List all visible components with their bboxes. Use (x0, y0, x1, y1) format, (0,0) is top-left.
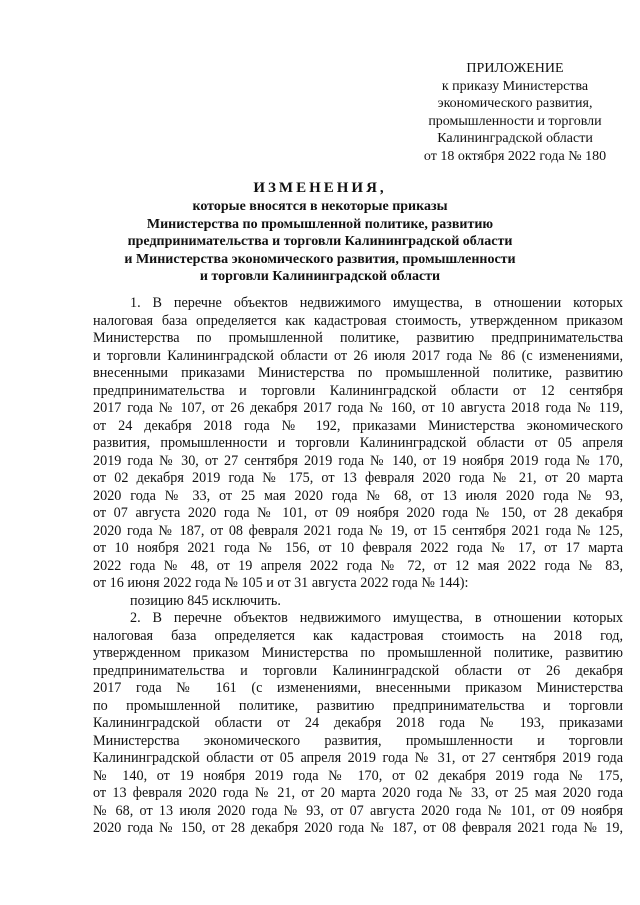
title-sub-line: и торговли Калининградской области (199, 269, 441, 284)
body-line: Министерства экономического развития, промышленности и торговли (93, 732, 623, 749)
appendix-line: Калининградской области (437, 131, 593, 146)
body-line: 2022 года № 48, от 19 апреля 2022 года № 72, от 12 мая 2022 года № 83, (93, 557, 623, 574)
body-line: № 68, от 13 июля 2020 года № 93, от 07 августа 2020 года № 101, от 09 ноября (93, 802, 623, 819)
body-line: 2020 года № 33, от 25 мая 2020 года № 68, от 13 июля 2020 года № 93, (93, 487, 623, 504)
body-line: от 13 февраля 2020 года № 21, от 20 марта 2020 года № 33, от 25 мая 2020 года (93, 785, 623, 801)
title-sub-line: которые вносятся в некоторые приказы (192, 199, 448, 214)
body-line: 2. В перечне объектов недвижимого имущества, в отношении которых (130, 610, 623, 626)
body-line: от 07 августа 2020 года № 101, от 09 ноября 2020 года № 150, от 28 декабря (93, 505, 623, 521)
body-line: от 24 декабря 2018 года № 192, приказами Министерства экономического (93, 417, 623, 434)
body-line: и торговли Калининградской области от 26 июля 2017 года № 86 (с изменениями, (93, 347, 623, 364)
appendix-line: к приказу Министерства (441, 78, 589, 94)
title-sub-line: предпринимательства и торговли Калининградской области (127, 234, 513, 249)
body-line: Министерства по промышленной политике, развитию предпринимательства (93, 330, 623, 346)
body-line: от 10 ноября 2021 года № 156, от 10 февраля 2022 года № 17, от 17 марта (93, 540, 623, 556)
body-line: налоговая база определяется как кадастровая стоимость на 2018 год, (93, 627, 623, 644)
title-heading: ИЗМЕНЕНИЯ, (253, 180, 387, 196)
document-body (93, 295, 623, 838)
body-line: предпринимательства и торговли Калининградской области от 26 декабря (93, 662, 623, 679)
title-sub-line: Министерства по промышленной политике, развитию (146, 216, 494, 232)
body-line: 2019 года № 30, от 27 сентября 2019 года № 140, от 19 ноября 2019 года № 170, (93, 452, 623, 469)
appendix-line: промышленности и торговли (428, 113, 602, 129)
body-line: внесенными приказами Министерства по промышленной политике, развитию (93, 365, 623, 381)
body-line: утвержденном приказом Министерства по промышленной политике, развитию (93, 645, 623, 661)
body-line: от 02 декабря 2019 года № 175, от 13 февраля 2020 года № 21, от 20 марта (93, 470, 623, 486)
body-line: 2017 года № 161 (с изменениями, внесенными приказом Министерства (93, 680, 623, 696)
body-line: предпринимательства и торговли Калининградской области от 12 сентября (93, 382, 623, 399)
body-line: 2017 года № 107, от 26 декабря 2017 года № 160, от 10 августа 2018 года № 119, (93, 400, 623, 416)
body-line: налоговая база определяется как кадастровая стоимость, утвержденном приказом (93, 312, 623, 329)
appendix-line: от 18 октября 2022 года № 180 (423, 148, 607, 164)
body-line: 2020 года № 150, от 28 декабря 2020 года № 187, от 08 февраля 2021 года № 19, (93, 820, 623, 836)
body-line: по промышленной политике, развитию предпринимательства и торговли (93, 697, 623, 714)
body-line: Калининградской области от 05 апреля 2019 года № 31, от 27 сентября 2019 года (93, 750, 623, 766)
appendix-line: ПРИЛОЖЕНИЕ (466, 61, 564, 76)
body-line: развития, промышленности и торговли Калининградской области от 05 апреля (93, 435, 623, 451)
body-line: № 140, от 19 ноября 2019 года № 170, от 02 декабря 2019 года № 175, (93, 767, 623, 784)
body-line: Калининградской области от 24 декабря 2018 года № 193, приказами (93, 715, 623, 731)
title-sub-line: и Министерства экономического развития, промышленности (124, 251, 516, 267)
appendix-header (400, 60, 630, 165)
appendix-line: экономического развития, (437, 96, 593, 111)
body-line: позицию 845 исключить. (130, 592, 281, 609)
body-line: 1. В перечне объектов недвижимого имущества, в отношении которых (130, 295, 623, 311)
body-line: 2020 года № 187, от 08 февраля 2021 года № 19, от 15 сентября 2021 года № 125, (93, 522, 623, 539)
body-line: от 16 июня 2022 года № 105 и от 31 августа 2022 года № 144): (93, 575, 469, 591)
title-subheading (95, 198, 545, 286)
document-title (95, 178, 545, 286)
